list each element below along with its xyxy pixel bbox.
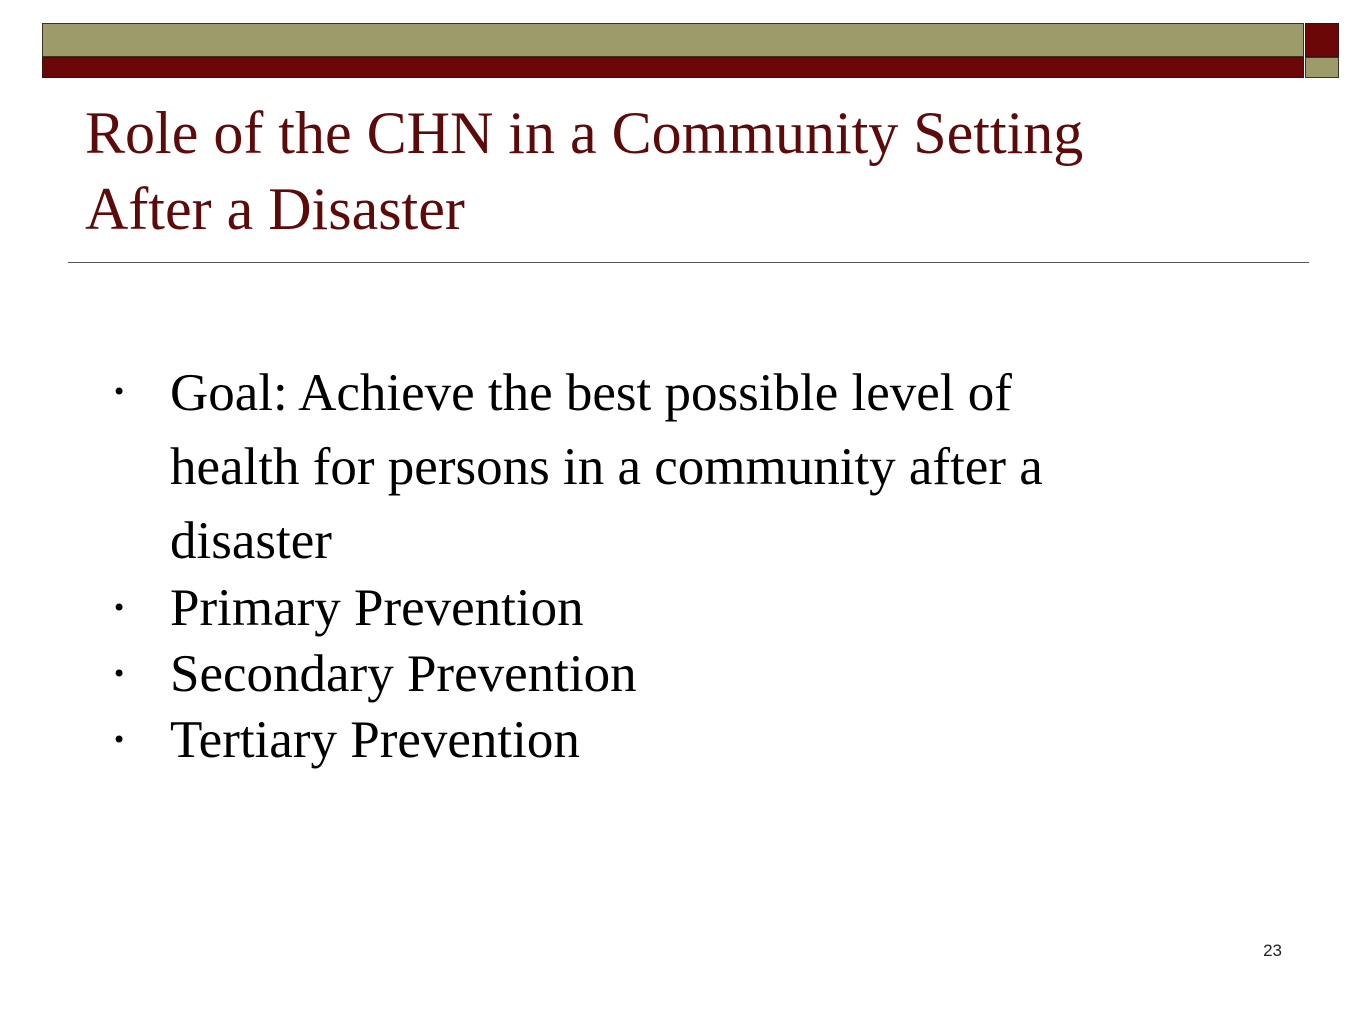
bullet-list <box>112 356 1272 770</box>
bullet-dot: • <box>112 594 127 622</box>
header-bar-maroon <box>42 57 1304 78</box>
bullet-item-tertiary <box>112 704 1272 776</box>
slide-title-line-1: Role of the CHN in a Community Setting <box>85 100 1084 166</box>
corner-square-maroon <box>1305 23 1339 57</box>
bullet-item-goal <box>112 356 1272 578</box>
bullet-text-secondary: Secondary Prevention <box>170 645 637 703</box>
title-divider <box>68 262 1309 263</box>
bullet-item-primary <box>112 572 1272 644</box>
bullet-dot: • <box>112 660 127 688</box>
slide-title-line-2: After a Disaster <box>85 176 465 242</box>
bullet-text-tertiary: Tertiary Prevention <box>170 711 580 769</box>
goal-line-1: Goal: Achieve the best possible level of <box>170 364 1012 422</box>
slide-title <box>85 95 1285 247</box>
bullet-text-primary: Primary Prevention <box>170 579 584 637</box>
slide-number: 23 <box>1263 941 1282 960</box>
goal-line-3: disaster <box>170 512 332 570</box>
header-bar-olive <box>42 23 1304 57</box>
bullet-item-secondary <box>112 638 1272 710</box>
bullet-dot: • <box>112 726 127 754</box>
corner-square-olive <box>1305 57 1339 78</box>
bullet-dot: • <box>112 378 127 406</box>
goal-line-2: health for persons in a community after a <box>170 438 1043 496</box>
